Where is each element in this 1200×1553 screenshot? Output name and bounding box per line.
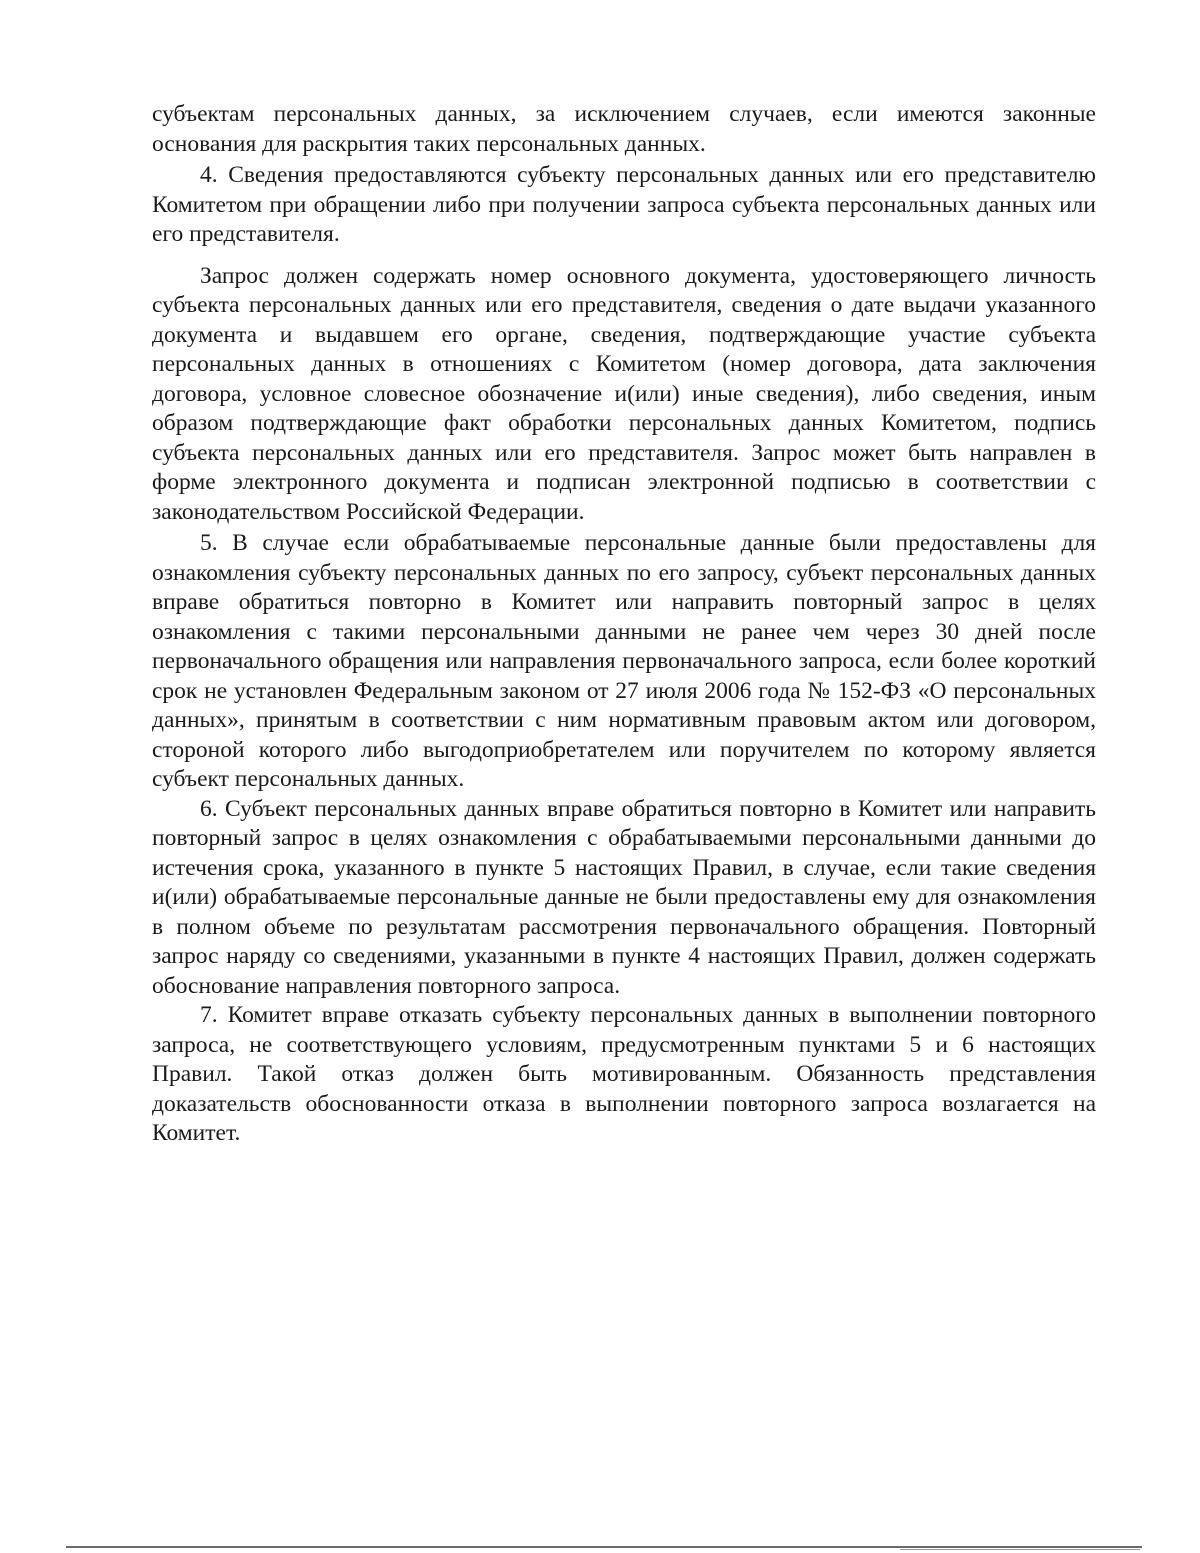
paragraph-item-4: 4. Сведения предоставляются субъекту персональных данных или его представителю Комитетом при обращении либо при получении запроса субъекта персональных данных или его представителя.	[152, 162, 1096, 247]
paragraph-continuation: субъектам персональных данных, за исключением случаев, если имеются законные основания для раскрытия таких персональных данных.	[152, 101, 1096, 157]
page-bottom-edge-line-faint	[900, 1549, 1140, 1550]
paragraph-item-6: 6. Субъект персональных данных вправе обратиться повторно в Комитет или направить повторный запрос в целях ознакомления с обрабатываемыми персональными данными до истечения срока, указанного в пункте 5 настоящих Правил, в случае, если такие сведения и(или) обрабатываемые персональные данные не были предоставлены ему для ознакомления в полном объеме по результатам рассмотрения первоначального обращения. Повторный запрос наряду со сведениями, указанными в пункте 4 настоящих Правил, должен содержать обоснование направления повторного запроса.	[152, 795, 1096, 999]
paragraph-item-5: 5. В случае если обрабатываемые персональные данные были предоставлены для ознакомления субъекту персональных данных по его запросу, субъект персональных данных вправе обратиться повторно в Комитет или направить повторный запрос в целях ознакомления с такими персональными данными не ранее чем через 30 дней после первоначального обращения или направления первоначального запроса, если более короткий срок не установлен Федеральным законом от 27 июля 2006 года № 152-ФЗ «О персональных данных», принятым в соответствии с ним нормативным правовым актом или договором, стороной которого либо выгодоприобретателем или поручителем по которому является субъект персональных данных.	[152, 530, 1096, 792]
paragraph-item-7: 7. Комитет вправе отказать субъекту персональных данных в выполнении повторного запроса, не соответствующего условиям, предусмотренным пунктами 5 и 6 настоящих Правил. Такой отказ должен быть мотивированным. Обязанность представления доказательств обоснованности отказа в выполнении повторного запроса возлагается на Комитет.	[152, 1002, 1096, 1146]
document-body	[152, 100, 1096, 1149]
paragraph-request-requirements: Запрос должен содержать номер основного документа, удостоверяющего личность субъекта персональных данных или его представителя, сведения о дате выдачи указанного документа и выдавшем его органе, сведения, подтверждающие участие субъекта персональных данных в отношениях с Комитетом (номер договора, дата заключения договора, условное словесное обозначение и(или) иные сведения), либо сведения, иным образом подтверждающие факт обработки персональных данных Комитетом, подпись субъекта персональных данных или его представителя. Запрос может быть направлен в форме электронного документа и подписан электронной подписью в соответствии с законодательством Российской Федерации.	[152, 262, 1096, 525]
page-bottom-edge-line	[66, 1546, 1142, 1548]
